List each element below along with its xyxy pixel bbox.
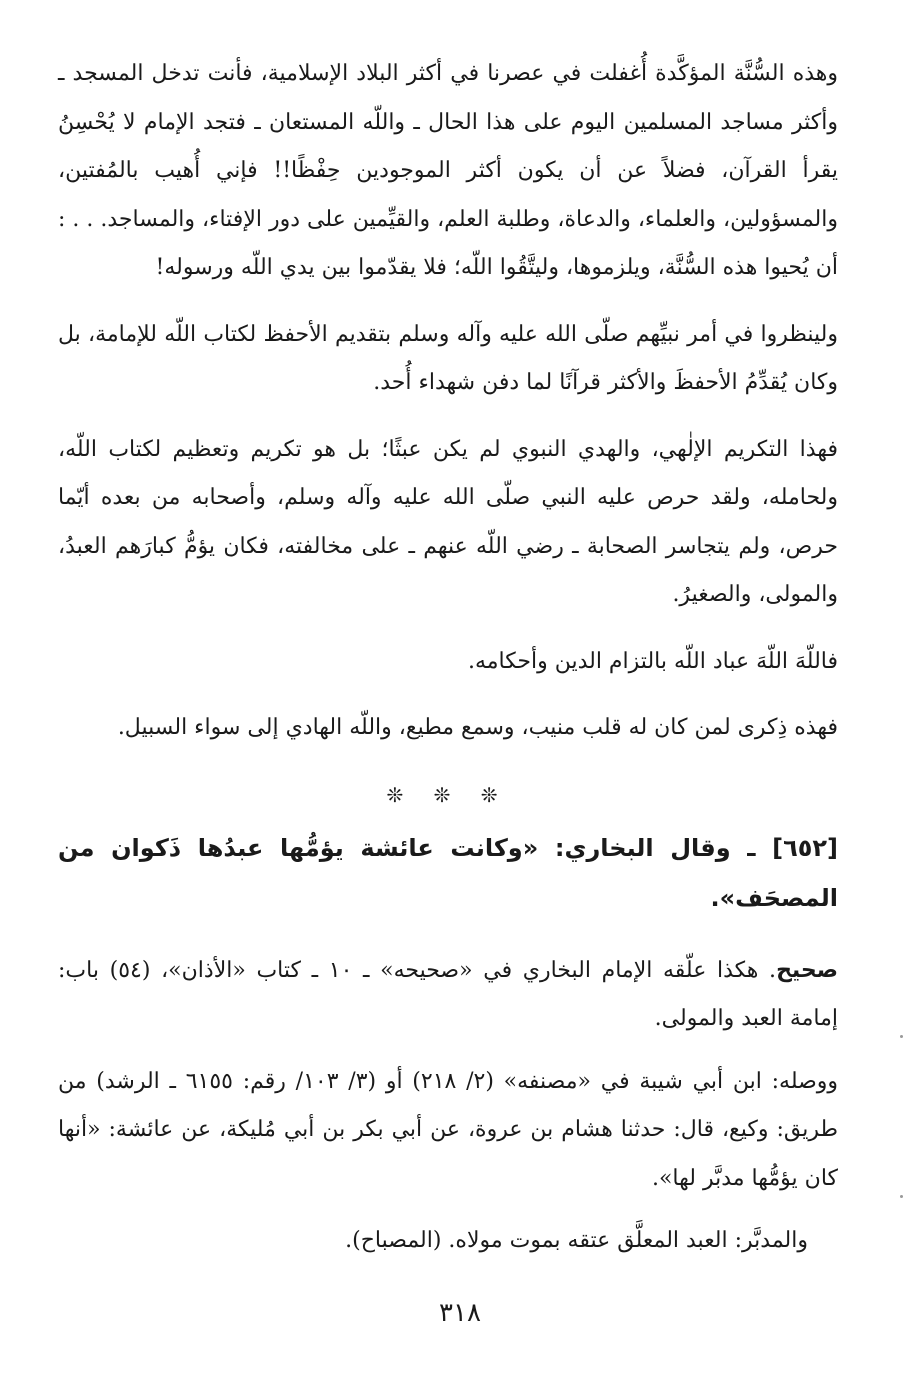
paragraph-sunnah-neglected: وهذه السُّنَّة المؤكَّدة أُغفلت في عصرنا في أكثر البلاد الإسلامية، فأنت تدخل المسجد ـ وأكثر مساجد المسلمين اليوم على هذا الحال ـ واللّه المستعان ـ فتجد الإمام لا يُحْسِنُ يقرأ القرآن، فضلاً عن أن يكون أكثر الموجودين حِفْظًا!! فإني أُهيب بالمُفتين، والمسؤولين، والعلماء، والدعاة، وطلبة العلم، والقيِّمين على دور الإفتاء، والمساجد. . . : أن يُحيوا هذه السُّنَّة، ويلزموها، وليتَّقُوا اللّه؛ فلا يقدّموا بين يدي اللّه ورسوله! bbox=[58, 61, 838, 280]
hadith-heading: [٦٥٢] ـ وقال البخاري: «وكانت عائشة يؤمُّها عبدُها ذَكوان من المصحَف». bbox=[58, 833, 838, 912]
page-body bbox=[58, 50, 838, 1266]
paragraph-prophet-command: ولينظروا في أمر نبيِّهم صلّى الله عليه وآله وسلم بتقديم الأحفظ لكتاب اللّه للإمامة، بل وكان يُقدِّمُ الأحفظَ والأكثر قرآنًا لما دفن شهداء أُحد. bbox=[58, 321, 838, 395]
page-number: ٣١٨ bbox=[439, 1298, 481, 1328]
paragraph-reminder: فهذه ذِكرى لمن كان له قلب منيب، وسمع مطيع، واللّه الهادي إلى سواء السبيل. bbox=[117, 715, 838, 740]
section-separator: ❊ ❊ ❊ bbox=[386, 782, 510, 807]
paragraph-exhortation: فاللّهَ اللّهَ عباد اللّه بالتزام الدين وأحكامه. bbox=[467, 648, 838, 674]
grade-word: صحيح bbox=[776, 957, 839, 983]
paragraph-divine-honor: فهذا التكريم الإلٰهي، والهدي النبوي لم يكن عبثًا؛ بل هو تكريم وتعظيم لكتاب اللّه، ولحامله، ولقد حرص عليه النبي صلّى الله عليه وآله وسلم، وأصحابه من بعده أيّما حرص، ولم يتجاسر الصحابة ـ رضي اللّه عنهم ـ على مخالفته، فكان يؤمُّ كبارَهم العبدُ، والمولى، والصغيرُ. bbox=[58, 436, 838, 607]
grade-paragraph bbox=[58, 947, 838, 1044]
scan-speck bbox=[900, 1195, 903, 1198]
definition-paragraph: والمدبَّر: العبد المعلَّق عتقه بموت مولاه. (المصباح). bbox=[345, 1228, 808, 1253]
takhrij-paragraph: ووصله: ابن أبي شيبة في «مصنفه» (٢/ ٢١٨) أو (٣/ ١٠٣/ رقم: ٦١٥٥ ـ الرشد) من طريق: وكيع، قال: حدثنا هشام بن عروة، عن أبي بكر بن أبي مُليكة، عن عائشة: «أنها كان يؤمُّها مدبَّر لها». bbox=[58, 1068, 839, 1191]
scan-speck bbox=[900, 1035, 903, 1038]
grade-details: . هكذا علّقه الإمام البخاري في «صحيحه» ـ ١٠ ـ كتاب «الأذان»، (٥٤) باب: إمامة العبد والمولى. bbox=[58, 957, 838, 1031]
